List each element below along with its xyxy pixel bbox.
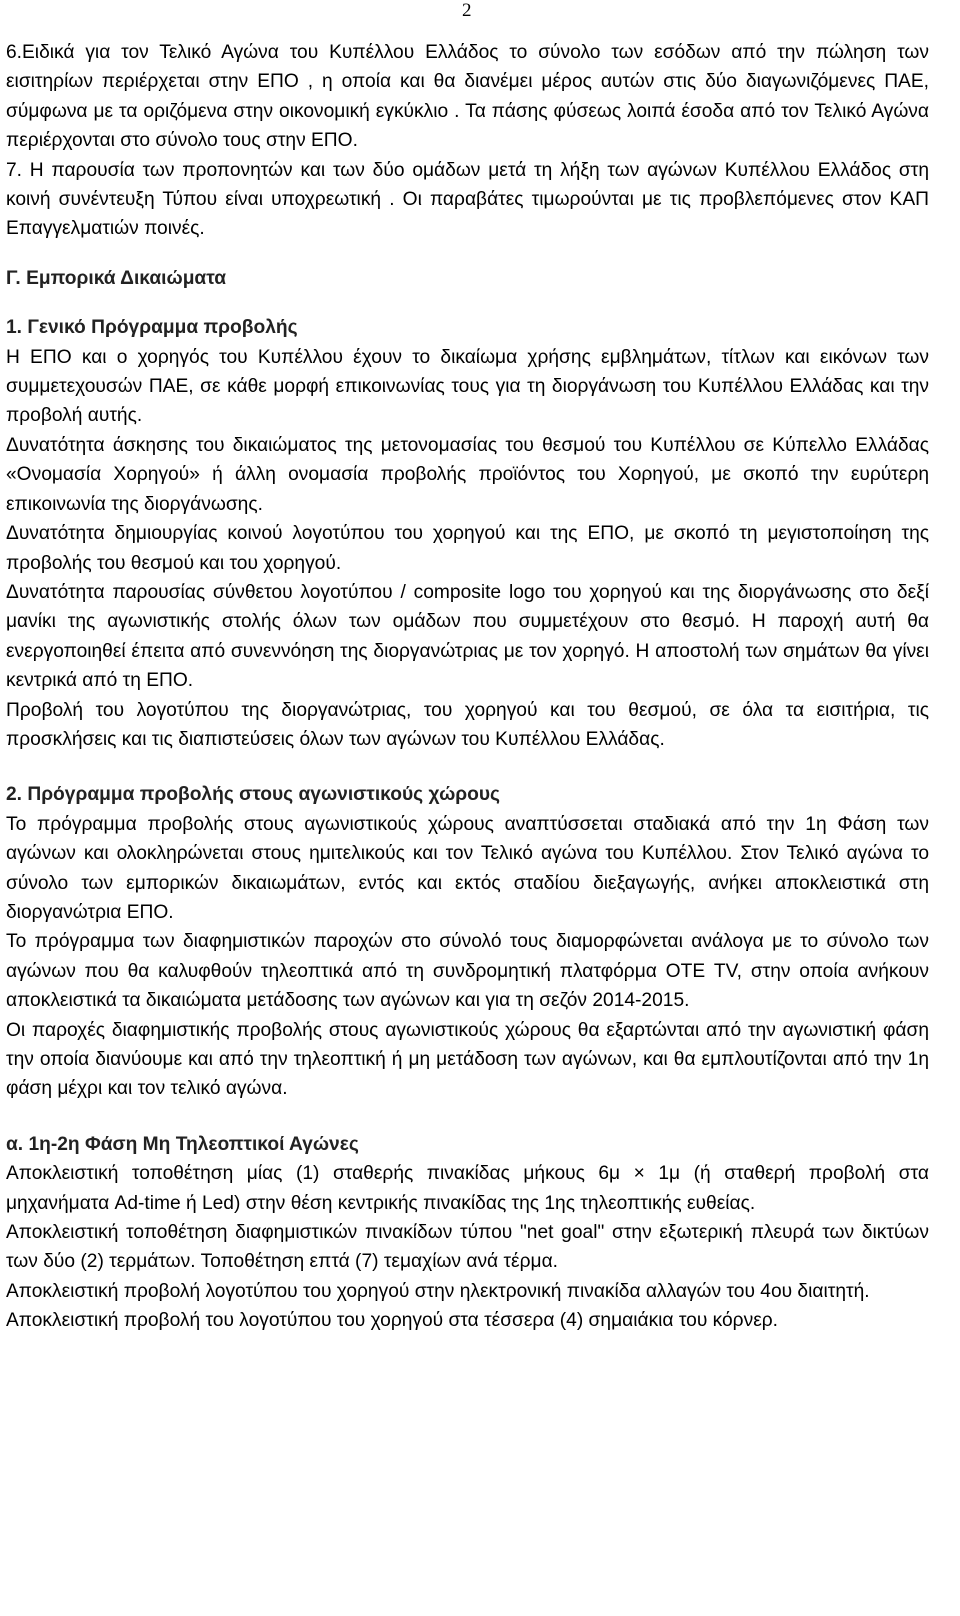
paragraph-composite-logo: Δυνατότητα παρουσίας σύνθετου λογοτύπου / composite logo του χορηγού και της διοργάνωσης στο δεξί μανίκι της αγωνιστικής στολής όλων των ομάδων που συμμετέχουν στο θεσμό. Η παροχή αυτή θα ενεργοποιηθεί έπειτα από συνεννόηση της διοργανώτριας με τον χορηγό. Η αποστολή των σημάτων θα γίνει κεντρικά από τη ΕΠΟ. xyxy=(6,581,929,692)
subsection-heading-venue-program: 2. Πρόγραμμα προβολής στους αγωνιστικούς χώρους xyxy=(6,784,501,806)
subsection-heading-non-televised: α. 1η-2η Φάση Μη Τηλεοπτικοί Αγώνες xyxy=(6,1133,359,1155)
paragraph-ote-tv: Το πρόγραμμα των διαφημιστικών παροχών στο σύνολό τους διαμορφώνεται ανάλογα με το σύνολο των αγώνων που θα καλυφθούν τηλεοπτικά από τη συνδρομητική πλατφόρμα ΟΤΕ TV, στην οποία ανήκουν αποκλειστικά τα δικαιώματα μετάδοσης των αγώνων και για τη σεζόν 2014-2015. xyxy=(6,931,929,1012)
paragraph-renaming: Δυνατότητα άσκησης του δικαιώματος της μετονομασίας του θεσμού του Κυπέλλου σε Κύπελλο Ελλάδας «Ονομασία Χορηγού» ή άλλη ονομασία προβολής προϊόντος του Χορηγού, με σκοπό την ευρύτερη επικοινωνία της διοργάνωσης. xyxy=(6,434,929,515)
paragraph-rights-usage: Η ΕΠΟ και ο χορηγός του Κυπέλλου έχουν το δικαίωμα χρήσης εμβλημάτων, τίτλων και εικόνων των συμμετεχουσών ΠΑΕ, σε κάθε μορφή επικοινωνίας τους για τη διοργάνωση του Κυπέλλου Ελλάδας και την προβολή αυτής. xyxy=(6,346,929,427)
spacer xyxy=(6,293,929,313)
paragraph-item-7: 7. Η παρουσία των προπονητών και των δύο ομάδων μετά τη λήξη των αγώνων Κυπέλλου Ελλάδος στη κοινή συνέντευξη Τύπου είναι υποχρεωτική . Οι παραβάτες τιμωρούνται με τις προβλεπόμενες στον ΚΑΠ Επαγγελματιών ποινές. xyxy=(6,159,929,240)
paragraph-venue-program: Το πρόγραμμα προβολής στους αγωνιστικούς χώρους αναπτύσσεται σταδιακά από την 1η Φάση των αγώνων και ολοκληρώνεται στους ημιτελικούς και τον Τελικό αγώνα του Κυπέλλου. Στον Τελικό αγώνα το σύνολο των εμπορικών δικαιωμάτων, εντός και εκτός σταδίου διεξαγωγής, ανήκει αποκλειστικά στη διοργανώτρια ΕΠΟ. xyxy=(6,813,929,923)
spacer xyxy=(6,244,929,264)
paragraph-item-6: 6.Ειδικά για τον Τελικό Αγώνα του Κυπέλλου Ελλάδος το σύνολο των εσόδων από την πώληση των εισιτηρίων περιέρχεται στην ΕΠΟ , η οποία και θα διανέμει μέρος αυτών στις δύο διαγωνιζόμενες ΠΑΕ, σύμφωνα με τα οριζόμενα στην οικονομική εγκύκλιο . Τα πάσης φύσεως λοιπά έσοδα από τον Τελικό Αγώνα περιέρχονται στο σύνολο τους στην ΕΠΟ. xyxy=(6,42,929,152)
spacer xyxy=(6,754,929,780)
section-heading-commercial-rights: Γ. Εμπορικά Δικαιώματα xyxy=(6,267,227,289)
paragraph-substitution-board: Αποκλειστική προβολή λογοτύπου του χορηγού στην ηλεκτρονική πινακίδα αλλαγών του 4ου διαιτητή. xyxy=(6,1280,870,1302)
document-body xyxy=(6,38,929,1336)
paragraph-tickets-logo: Προβολή του λογοτύπου της διοργανώτριας, του χορηγού και του θεσμού, σε όλα τα εισιτήρια, τις προσκλήσεις και τις διαπιστεύσεις όλων των αγώνων του Κυπέλλου Ελλάδας. xyxy=(6,699,929,750)
paragraph-corner-flags: Αποκλειστική προβολή του λογοτύπου του χορηγού στα τέσσερα (4) σημαιάκια του κόρνερ. xyxy=(6,1310,778,1332)
paragraph-venue-benefits: Οι παροχές διαφημιστικής προβολής στους αγωνιστικούς χώρους θα εξαρτώνται από την αγωνιστική φάση την οποία διανύουμε και από την τηλεοπτική ή μη μετάδοση των αγώνων, και θα εμπλουτίζονται από την 1η φάση μέχρι και τον τελικό αγώνα. xyxy=(6,1019,929,1100)
paragraph-net-goal: Αποκλειστική τοποθέτηση διαφημιστικών πινακίδων τύπου "net goal" στην εξωτερική πλευρά των δικτύων των δύο (2) τερμάτων. Τοποθέτηση επτά (7) τεμαχίων ανά τέρμα. xyxy=(6,1222,929,1273)
paragraph-fixed-board: Αποκλειστική τοποθέτηση μίας (1) σταθερής πινακίδας μήκους 6μ × 1μ (ή σταθερή προβολή στα μηχανήματα Ad-time ή Led) στην θέση κεντρικής πινακίδας της 1ης τηλεοπτικής ευθείας. xyxy=(6,1163,929,1214)
paragraph-joint-logo: Δυνατότητα δημιουργίας κοινού λογοτύπου του χορηγού και της ΕΠΟ, με σκοπό τη μεγιστοποίηση της προβολής του θεσμού και του χορηγού. xyxy=(6,523,929,574)
subsection-heading-general-program: 1. Γενικό Πρόγραμμα προβολής xyxy=(6,317,298,339)
spacer xyxy=(6,1104,929,1130)
page-number: 2 xyxy=(462,0,472,21)
